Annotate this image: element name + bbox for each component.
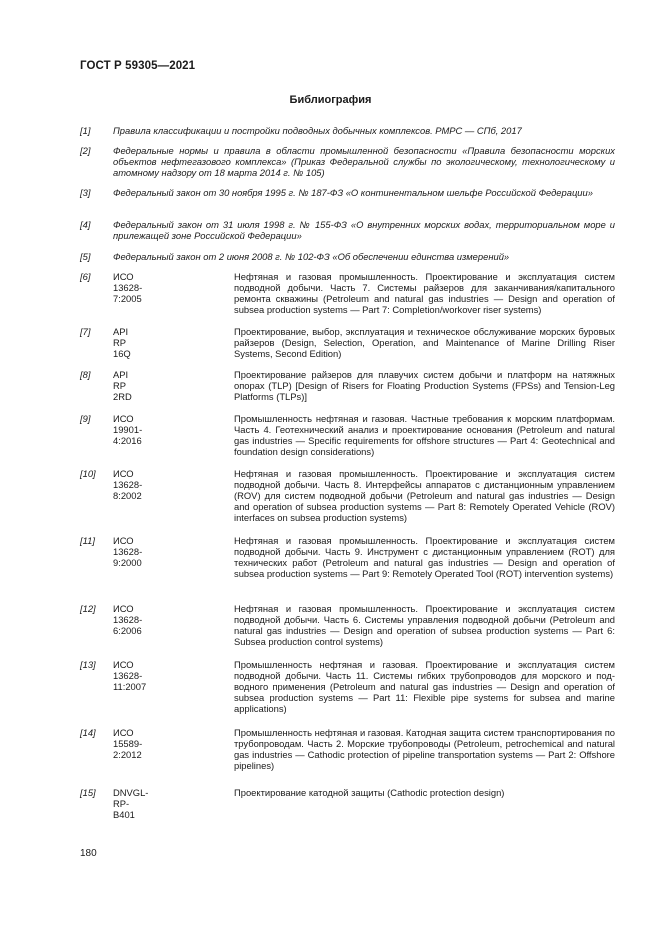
page-number: 180 — [80, 848, 97, 859]
reference-text: Федеральный закон от 30 ноября 1995 г. № 187-ФЗ «О континентальном шельфе Российской Федерации» — [113, 187, 593, 198]
reference-text: Проектирование райзеров для плавучих систем добычи и платформ на натяжных опорах (TLP) [Design of Risers for Floating Production Systems (FPSs) and Tension-Leg Platforms (TLPs)] — [234, 369, 615, 402]
reference-number: [9] — [80, 413, 91, 424]
reference-text: Правила классификации и постройки подводных добычных комплексов. РМРС — СПб, 2017 — [113, 125, 522, 136]
reference-code: ИСО 13628-7:2005 — [113, 271, 143, 304]
reference-text: Проектирование, выбор, эксплуатация и техническое обслуживание морских буровых райзеров (Design, Selection, Operation, and Maintenance of Marine Drilling Riser Systems, Second Edition) — [234, 326, 615, 359]
reference-text: Промышленность нефтяная и газовая. Катодная защита систем транспортирования по трубопроводам. Часть 2. Морские трубопроводы (Petroleum, petrochemical and natural gas industries — Cathodic protection of pipeline transportation systems — Part 2: Offshore pipelines) — [234, 727, 615, 771]
reference-code: ИСО 13628-8:2002 — [113, 468, 143, 501]
reference-number: [2] — [80, 145, 91, 156]
reference-number: [12] — [80, 603, 96, 614]
reference-text: Нефтяная и газовая промышленность. Проектирование и эксплуатация систем подводной добычи. Часть 8. Интерфейсы аппаратов с дистанционным управлением (ROV) для систем подводной добычи (Petroleum and natural gas industries — Design and operation of subsea production systems — Part 8: Remotely Operated Vehicle (ROV) interfaces on subsea production systems) — [234, 468, 615, 523]
reference-number: [10] — [80, 468, 96, 479]
reference-code: DNVGL-RP-B401 — [113, 787, 149, 820]
reference-code: API RP 2RD — [113, 369, 132, 402]
reference-number: [3] — [80, 187, 91, 198]
reference-number: [14] — [80, 727, 96, 738]
reference-text: Промышленность нефтяная и газовая. Частные требования к морским платформам. Часть 4. Геотехнический анализ и проектирование основания (Petroleum and natural gas industries — Specific requirements for offshore structures — Part 4: Geotechnical and foundation design considerations) — [234, 413, 615, 457]
bibliography-title: Библиография — [289, 94, 372, 106]
reference-code: ИСО 13628-9:2000 — [113, 535, 143, 568]
reference-number: [13] — [80, 659, 96, 670]
reference-code: ИСО 19901-4:2016 — [113, 413, 143, 446]
document-header: ГОСТ Р 59305—2021 — [80, 60, 196, 72]
reference-code: ИСО 13628-6:2006 — [113, 603, 143, 636]
reference-text: Нефтяная и газовая промышленность. Проектирование и эксплуатация систем подводной добычи. Часть 7. Системы райзеров для заканчивания/капитального ремонта скважины (Petroleum and natural gas industries — Design and operation of subsea production systems — Part 7: Completion/workover riser systems) — [234, 271, 615, 315]
reference-code: ИСО 15589-2:2012 — [113, 727, 143, 760]
reference-text: Федеральные нормы и правила в области промышленной безопасности «Правила безопасности морских объектов нефтегазового комплекса» (Приказ Федеральной службы по экологическому, технологическому и атомному надзору от 18 марта 2014 г. № 105) — [113, 145, 615, 178]
reference-text: Нефтяная и газовая промышленность. Проектирование и эксплуатация систем подводной добычи. Часть 9. Инструмент с дистанционным управлением (ROT) для технических работ (Petroleum and natural gas industries — Design and operation of subsea production systems — Part 9: Remotely Operated Tool (ROT) intervention systems) — [234, 535, 615, 579]
reference-number: [11] — [80, 535, 95, 546]
reference-text: Проектирование катодной защиты (Cathodic protection design) — [234, 787, 505, 798]
reference-code: API RP 16Q — [113, 326, 131, 359]
reference-text: Нефтяная и газовая промышленность. Проектирование и эксплуатация систем подводной добычи. Часть 6. Системы управления подводной добычи (Petroleum and natural gas industries — Design and operation of subsea production systems — Part 6: Subsea production control systems) — [234, 603, 615, 647]
reference-number: [5] — [80, 251, 91, 262]
reference-number: [8] — [80, 369, 91, 380]
reference-text: Федеральный закон от 2 июня 2008 г. № 102-ФЗ «Об обеспечении единства измерений» — [113, 251, 510, 262]
reference-number: [7] — [80, 326, 91, 337]
reference-code: ИСО 13628-11:2007 — [113, 659, 147, 692]
reference-text: Федеральный закон от 31 июля 1998 г. № 155-ФЗ «О внутренних морских водах, территориальном море и прилежащей зоне Российской Федерации» — [113, 219, 615, 241]
reference-number: [15] — [80, 787, 96, 798]
reference-number: [4] — [80, 219, 91, 230]
reference-number: [1] — [80, 125, 91, 136]
reference-number: [6] — [80, 271, 91, 282]
reference-text: Промышленность нефтяная и газовая. Проектирование и эксплуатация систем подводной добычи. Часть 11. Системы гибких трубопроводов для морского и подводного применения (Petroleum and natural gas industries — Design and operation of subsea production systems — Part 11: Flexible pipe systems for subsea and marine applications) — [234, 659, 615, 714]
